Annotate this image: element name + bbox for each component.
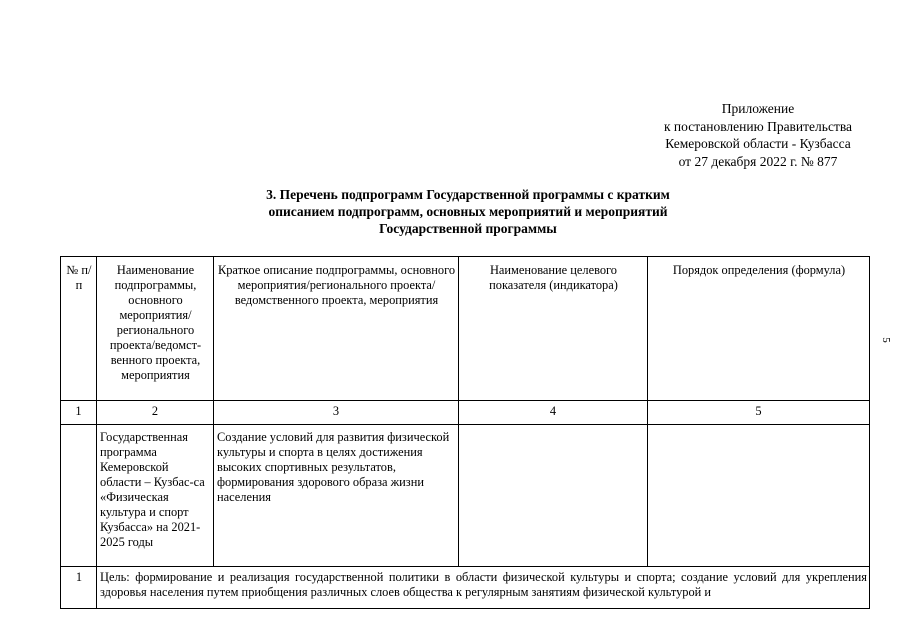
title-line-3: Государственной программы <box>379 221 557 237</box>
header-formula: Порядок определения (формула) <box>648 257 870 401</box>
document-title <box>180 186 756 238</box>
column-number-row <box>61 401 870 425</box>
column-number: 5 <box>648 401 870 425</box>
column-number: 4 <box>459 401 648 425</box>
appendix-region: Кемеровской области - Кузбасса <box>665 136 851 151</box>
column-number: 1 <box>61 401 97 425</box>
header-indicator: Наименование целевого показателя (индикатора) <box>459 257 648 401</box>
header-name: Наименование подпрограммы, основного мероприятия/ регионального проекта/ведомст-венного проекта, мероприятия <box>97 257 214 401</box>
goal-number: 1 <box>61 567 97 609</box>
title-line-1: 3. Перечень подпрограмм Государственной программы с кратким <box>266 187 670 202</box>
program-number <box>61 425 97 567</box>
page-number: 5 <box>879 337 892 343</box>
column-number: 3 <box>214 401 459 425</box>
appendix-decree: к постановлению Правительства <box>663 118 853 134</box>
appendix-title: Приложение <box>721 101 795 116</box>
program-formula <box>648 425 870 567</box>
goal-row <box>61 567 870 609</box>
program-name: Государственная программа Кемеровской области – Кузбас-са «Физическая культура и спорт Кузбасса» на 2021-2025 годы <box>97 425 214 567</box>
program-row <box>61 425 870 567</box>
header-number: № п/п <box>61 257 97 401</box>
column-number: 2 <box>97 401 214 425</box>
program-description: Создание условий для развития физической культуры и спорта в целях достижения высоких спортивных результатов, формирования здорового образа жизни населения <box>214 425 459 567</box>
title-line-2: описанием подпрограмм, основных мероприятий и мероприятий <box>268 204 668 220</box>
appendix-block <box>560 100 905 170</box>
subprograms-table <box>60 256 870 609</box>
goal-text: Цель: формирование и реализация государственной политики в области физической культуры и спорта; создание условий для укрепления здоровья населения путем приобщения различных слоев общества к регулярным занятиям физической культурой и <box>97 567 870 609</box>
program-indicator <box>459 425 648 567</box>
table-header-row <box>61 257 870 401</box>
header-description: Краткое описание подпрограммы, основного мероприятия/регионального проекта/ведомственного проекта, мероприятия <box>214 257 459 401</box>
appendix-date: от 27 декабря 2022 г. № 877 <box>678 153 838 169</box>
